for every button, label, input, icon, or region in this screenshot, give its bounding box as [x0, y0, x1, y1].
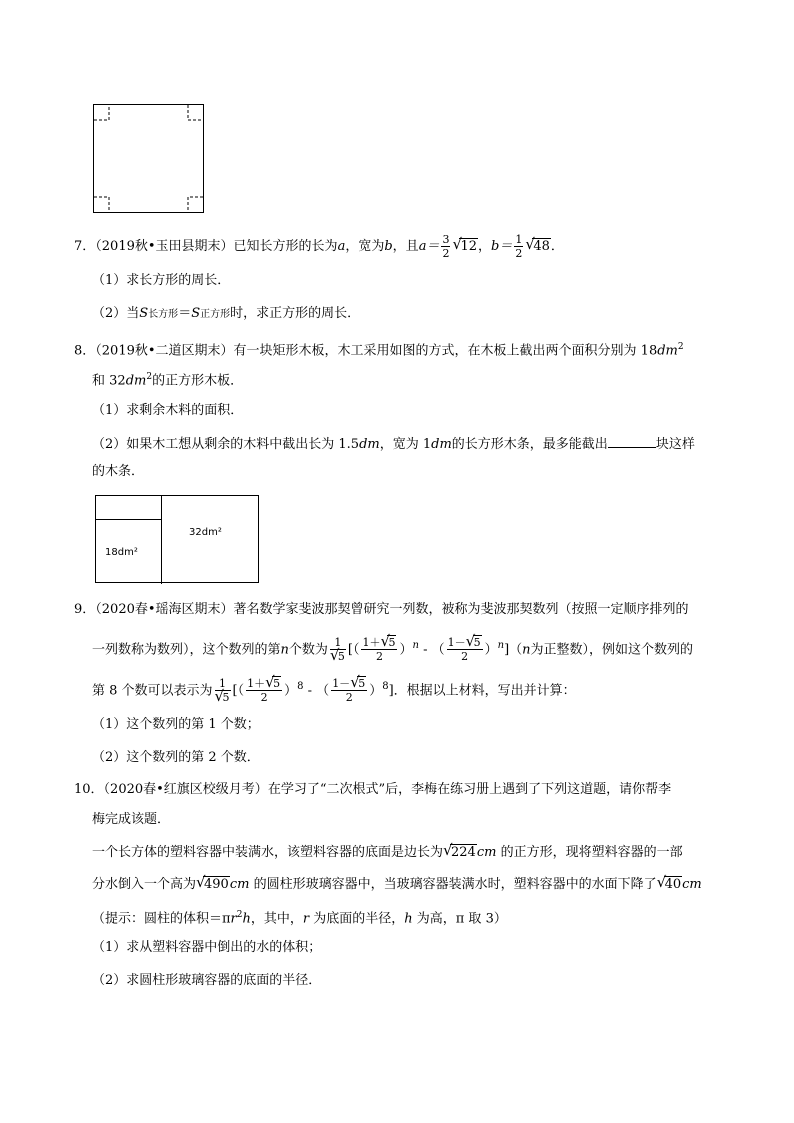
q8-line2: [92, 367, 243, 391]
q9-line3: [92, 677, 576, 703]
fraction-1-over-sqrt5: [215, 678, 231, 703]
bracket: [（: [347, 642, 360, 658]
num-text: 1－: [447, 636, 466, 650]
q10-text: 为底面的半径，: [309, 911, 405, 927]
superscript: 2: [236, 910, 243, 920]
fraction: [514, 234, 523, 259]
radicand: 5: [388, 636, 396, 650]
var-b: b: [384, 239, 393, 254]
sub-question: （2）这个数列的第 2 个数．: [92, 750, 260, 765]
q9-text: 为正整数），例如这个数列的: [530, 642, 694, 658]
minus: - （: [303, 683, 330, 699]
question-source: （2020春•瑶海区期末）: [95, 602, 234, 617]
subscript: 正方形: [200, 309, 231, 320]
radicand: 40: [664, 877, 682, 892]
num-text: 1＋: [362, 636, 381, 650]
frac-den: 2: [442, 247, 450, 260]
var-a: a: [337, 239, 346, 254]
q9-sub1: [92, 715, 260, 735]
q7-text: ，宽为: [345, 239, 385, 254]
question-number: 8．: [74, 343, 96, 359]
fraction: [441, 234, 450, 259]
sub-question: 块这样: [655, 437, 695, 452]
q10-sub1: [92, 938, 321, 958]
sub-question: ，宽为 1: [379, 437, 432, 452]
q8-text: 的正方形木板．: [152, 373, 244, 389]
q10-text: 的正方形，现将塑料容器的一部: [496, 845, 683, 860]
q9-stem: [74, 600, 689, 620]
question-number: 9．: [74, 602, 96, 617]
sep: ，: [478, 239, 492, 254]
frac-num: [331, 678, 367, 691]
q9-sub2: [92, 748, 260, 768]
unit: cm: [682, 877, 702, 892]
equals: ＝: [178, 306, 192, 321]
q10-text: 为高，π 取 3）: [412, 911, 507, 927]
q8-text: 有一块矩形木板，木工采用如图的方式，在木板上截出两个面积分别为 18: [233, 343, 658, 359]
sqrt-12: [452, 237, 478, 257]
q10-sub2: [92, 971, 321, 991]
q9-text: ]．根据以上材料，写出并计算：: [388, 683, 576, 699]
frac-num: 1: [515, 233, 523, 246]
q10-stem: [74, 780, 671, 800]
label-32dm2: 32dm²: [189, 527, 222, 538]
unit: dm: [657, 343, 678, 359]
unit: dm: [431, 437, 452, 452]
paren: ）: [284, 683, 298, 699]
question-source: （2019秋•二道区期末）: [95, 343, 234, 359]
radicand: 5: [337, 650, 345, 664]
frac-num: 1: [330, 637, 346, 650]
eq-lhs: b＝: [491, 239, 513, 254]
sub-question: 时，求正方形的周长．: [230, 306, 361, 321]
question-number: 7．: [74, 239, 96, 254]
square-cut-corners-figure: [93, 104, 204, 213]
sub-question: （2）当: [92, 306, 140, 321]
q8-stem: [74, 337, 684, 361]
q7-stem: [74, 234, 564, 259]
q7-sub1: [92, 271, 230, 291]
sqrt-48: [525, 237, 551, 257]
question-source: （2019秋•玉田县期末）: [95, 239, 234, 254]
radicand: 12: [460, 239, 477, 254]
eq-lhs: a＝: [418, 239, 440, 254]
paren: ）: [484, 642, 498, 658]
sub-question: （1）求剩余木料的面积．: [92, 403, 244, 418]
q10-text: 在学习了“二次根式”后，李梅在练习册上遇到了下列这道题，请你帮李: [267, 782, 672, 797]
frac-den: 2: [461, 650, 469, 664]
radicand: 5: [358, 677, 366, 691]
fraction-1-plus-sqrt5: [246, 678, 282, 703]
radicand: 224: [451, 845, 476, 860]
radicand: 5: [273, 677, 281, 691]
sqrt-224: [443, 843, 477, 863]
unit: dm: [359, 437, 380, 452]
var-s: S: [191, 306, 201, 321]
sqrt-5: [466, 637, 482, 648]
q7-text: ，且: [392, 239, 419, 254]
num-text: 1－: [332, 677, 351, 691]
sqrt-5: [380, 637, 396, 648]
var-r: r: [230, 911, 237, 927]
q10-text: 分水倒入一个高为: [92, 877, 197, 892]
radicand: 490: [204, 877, 229, 892]
frac-den: [215, 691, 231, 703]
frac-num: [361, 637, 397, 650]
unit: dm: [125, 373, 147, 389]
exp-8: 8: [382, 681, 389, 692]
fraction-1-minus-sqrt5: [447, 637, 483, 662]
minus: - （: [418, 642, 445, 658]
q9-text: 个数为: [288, 642, 328, 658]
paren: ）: [399, 642, 413, 658]
sqrt-5: [215, 692, 231, 703]
var-r: r: [302, 911, 310, 927]
question-source: （2020春•红旗区校级月考）: [103, 782, 268, 797]
var-s: S: [139, 306, 149, 321]
sub-question: （1）求从塑料容器中倒出的水的体积；: [92, 940, 322, 955]
radicand: 5: [222, 691, 230, 705]
radicand: 48: [533, 239, 550, 254]
end-mark: ．: [550, 239, 564, 254]
q7-sub2: [92, 304, 360, 325]
var-h: h: [242, 911, 251, 927]
fraction-1-minus-sqrt5: [331, 678, 367, 703]
frac-den: 2: [345, 691, 353, 705]
radicand: 5: [473, 636, 481, 650]
sqrt-5: [330, 651, 346, 662]
board-figure: [95, 495, 259, 583]
frac-den: 2: [260, 691, 268, 705]
q10-text: 的圆柱形玻璃容器中，当玻璃容器装满水时，塑料容器中的水面下降了: [249, 877, 657, 892]
var-h: h: [404, 911, 413, 927]
q10-text: ，其中，: [250, 911, 303, 927]
var-n: n: [280, 642, 289, 658]
exp-8: 8: [297, 681, 304, 692]
sub-question: （2）如果木工想从剩余的木料中截出长为 1.5: [92, 437, 360, 452]
sub-question: 的木条．: [92, 464, 145, 479]
q10-text: 一个长方体的塑料容器中装满水，该塑料容器的底面是边长为: [92, 845, 444, 860]
question-number: 10．: [74, 782, 104, 797]
answer-blank[interactable]: [608, 435, 656, 448]
q10-line2: [92, 810, 170, 830]
label-18dm2: 18dm²: [105, 547, 138, 558]
sqrt-40: [657, 875, 683, 895]
q9-text: 著名数学家斐波那契曾研究一列数，被称为斐波那契数列（按照一定顺序排列的: [233, 602, 689, 617]
frac-num: [246, 678, 282, 691]
num-text: 1＋: [247, 677, 266, 691]
frac-den: [330, 650, 346, 662]
q8-sub1: [92, 401, 243, 421]
q8-text: 和 32: [92, 373, 126, 389]
frac-num: 1: [215, 678, 231, 691]
q10-line3: [92, 843, 683, 863]
sub-question: 的长方形木条，最多能截出: [451, 437, 608, 452]
q10-line5: [92, 905, 507, 929]
superscript: 2: [677, 342, 684, 352]
q8-sub2: [92, 435, 695, 455]
unit: cm: [229, 877, 250, 892]
sub-question: （1）这个数列的第 1 个数；: [92, 717, 260, 732]
unit: cm: [476, 845, 497, 860]
frac-num: [447, 637, 483, 650]
var-n: n: [522, 642, 531, 658]
sqrt-5: [350, 678, 366, 689]
q9-text: ]（: [504, 642, 523, 658]
q7-text: 已知长方形的长为: [233, 239, 338, 254]
sub-question: （1）求长方形的周长．: [92, 273, 231, 288]
exp-n: n: [497, 640, 505, 651]
dashed-corners-icon: [94, 105, 203, 212]
fraction-1-over-sqrt5: [330, 637, 346, 662]
superscript: 2: [146, 372, 153, 382]
frac-num: 3: [442, 233, 450, 246]
q10-text: （提示：圆柱的体积＝π: [92, 911, 231, 927]
fraction-1-plus-sqrt5: [361, 637, 397, 662]
exp-n: n: [412, 640, 419, 651]
paren: ）: [369, 683, 383, 699]
q9-line2: [92, 636, 693, 662]
frac-den: 2: [515, 247, 523, 260]
q10-text: 梅完成该题．: [92, 812, 171, 827]
small-square-top-strip: [95, 495, 162, 520]
frac-den: 2: [375, 650, 383, 664]
sqrt-5: [265, 678, 281, 689]
bracket: [（: [232, 683, 245, 699]
sub-question: （2）求圆柱形玻璃容器的底面的半径．: [92, 973, 322, 988]
q9-text: 第 8 个数可以表示为: [92, 683, 213, 699]
q8-sub2-cont: [92, 462, 144, 482]
q10-line4: [92, 875, 702, 895]
sqrt-490: [196, 875, 230, 895]
q9-text: 一列数称为数列），这个数列的第: [92, 642, 281, 658]
subscript: 长方形: [148, 309, 179, 320]
